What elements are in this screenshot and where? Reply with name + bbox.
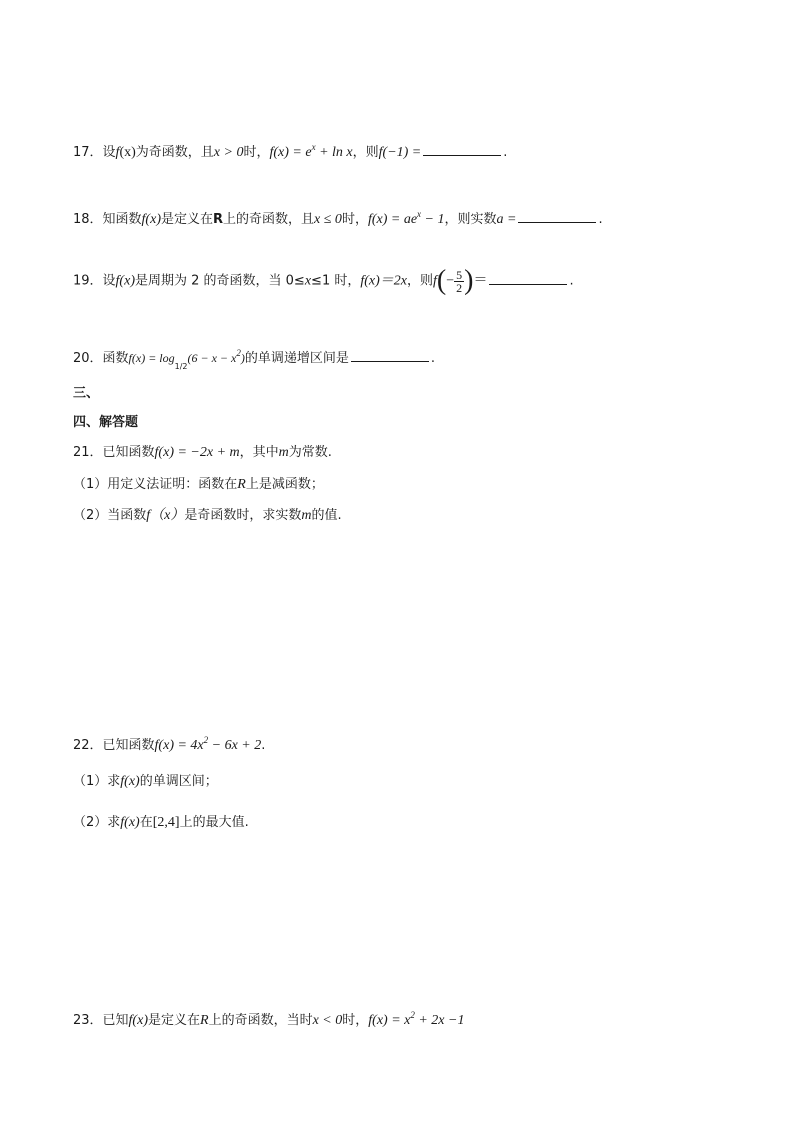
q21-variable-2: m [301,508,312,523]
q21-number: 21．已知函数 [73,445,155,460]
q17-question: f(−1) = [378,145,422,160]
q19-equation: f(x)＝2x [360,273,407,289]
q22-interval: [2,4] [152,815,180,830]
q18-exponent: x [417,209,422,219]
q22-exponent: 2 [203,735,209,745]
q17-number: 17．设 [73,145,116,160]
q19-text: 是周期为 2 的奇函数，当 0≤ [134,273,305,289]
q20-number: 20．函数 [73,351,129,366]
q17-answer-blank[interactable] [423,143,501,156]
q18-set-r: R [213,212,224,227]
q22-func: f(x) [120,774,140,789]
q22-p2-text-3: 上的最大值. [179,815,249,830]
q20-close-paren: ) [240,351,245,365]
question-23 [73,1005,464,1031]
q23-exponent: 2 [410,1010,415,1020]
q18-condition: x ≤ 0 [314,212,342,227]
question-21-part-2 [73,506,342,526]
q17-text-2: 时， [243,145,270,160]
q21-variable: m [278,445,289,460]
q21-func: f（x） [146,508,185,523]
q18-text-4: ，则实数 [444,212,497,227]
q21-text: ，其中 [239,445,279,460]
q21-p2-text: （2）当函数 [73,508,147,523]
q19-denominator: 2 [456,280,463,295]
q22-p1-text-2: 的单调区间； [139,774,218,789]
question-18 [73,204,603,230]
question-20 [73,343,435,377]
question-22-part-1 [73,772,218,792]
q19-period: . [569,273,574,289]
q23-func: f(x) [128,1013,148,1028]
q19-fraction [454,269,464,294]
q23-text-2: 上的奇函数，当时 [208,1013,313,1028]
q19-minus: − [446,273,455,289]
q19-left-paren: ( [436,265,447,296]
q23-equation: f(x) = x [368,1013,411,1028]
q23-text-3: 时， [342,1013,369,1028]
q21-p2-text-3: 的值. [311,508,342,523]
q20-period: . [430,351,436,366]
question-21-part-1 [73,475,324,495]
q21-p1-text: （1）用定义法证明：函数在 [73,477,238,492]
q23-set-r: R [200,1013,209,1028]
q17-period: . [503,145,508,160]
q19-func-name: f [433,273,437,289]
q18-number: 18．知函数 [73,212,142,227]
q23-text: 是定义在 [147,1013,200,1028]
section-3-heading: 三、 [73,386,100,401]
q17-text: 为奇函数，且 [135,145,214,160]
q18-equation: f(x) = ae [367,212,418,227]
q19-text-2: ≤1 时， [311,273,361,289]
q17-text-3: ，则 [352,145,379,160]
q21-p1-text-2: 上是减函数； [245,477,324,492]
q23-condition: x < 0 [312,1013,343,1028]
q22-p1-text: （1）求 [73,774,121,789]
q19-func: f(x) [115,273,135,289]
q20-answer-blank[interactable] [351,349,429,362]
q21-p2-text-2: 是奇函数时，求实数 [184,508,302,523]
q19-answer-blank[interactable] [489,272,567,285]
q17-func-arg: (x) [119,145,136,160]
q20-equation: f(x) = log [128,351,175,365]
question-19 [73,266,574,297]
q18-text-3: 时， [341,212,368,227]
question-22-stem [73,730,265,756]
q19-numerator: 5 [456,267,463,282]
question-21-stem [73,443,332,463]
q22-period: . [261,738,266,753]
question-22-part-2 [73,813,249,833]
q18-period: . [598,212,603,227]
q20-log-argument: (6 − x − x [187,351,237,365]
q23-equation-rest: + 2x −1 [414,1013,465,1028]
q19-variable: x [304,273,312,289]
q18-text-2: 上的奇函数，且 [223,212,315,227]
q17-equation: f(x) = e [269,145,312,160]
q19-number: 19．设 [73,273,116,289]
question-17 [73,137,507,163]
q21-text-2: 为常数. [288,445,332,460]
q20-exponent: 2 [236,348,241,358]
q22-number: 22．已知函数 [73,738,155,753]
q22-func-2: f(x) [120,815,140,830]
q22-equation: f(x) = 4x [154,738,204,753]
q21-equation: f(x) = −2x + m [154,445,240,460]
q17-condition: x > 0 [213,145,244,160]
q19-text-3: ，则 [407,273,434,289]
q18-func: f(x) [141,212,161,227]
q22-p2-text: （2）求 [73,815,121,830]
q18-answer-blank[interactable] [518,210,596,223]
q18-text: 是定义在 [160,212,213,227]
q21-set-r: R [237,477,246,492]
section-4-heading: 四、解答题 [73,415,139,430]
q17-func-name: f [115,145,120,160]
q17-exponent: x [311,142,316,152]
q20-log-base: 1/2 [174,362,188,371]
q19-right-paren: ) [464,265,474,296]
q22-p2-text-2: 在 [139,815,153,830]
q23-number: 23．已知 [73,1013,129,1028]
q22-equation-rest: − 6x + 2 [208,738,262,753]
q20-text: 的单调递增区间是 [244,351,349,366]
q18-question: a = [496,212,517,227]
q18-equation-rest: − 1 [421,212,445,227]
q19-equals: ＝ [473,273,488,289]
q17-equation-rest: + ln x [315,145,353,160]
